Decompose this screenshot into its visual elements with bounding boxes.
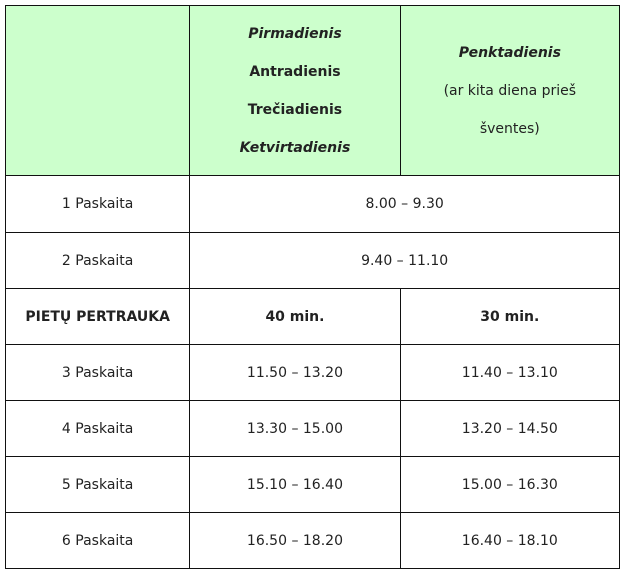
row-time-mon-thu: 40 min. bbox=[190, 289, 400, 345]
row-label: PIETŲ PERTRAUKA bbox=[6, 289, 190, 345]
table-row bbox=[6, 457, 620, 513]
row-time-mon-thu: 11.50 – 13.20 bbox=[190, 345, 400, 401]
header-friday-note-line2: šventes) bbox=[479, 120, 540, 137]
header-day-thursday: Ketvirtadienis bbox=[239, 139, 351, 156]
row-time-friday: 16.40 – 18.10 bbox=[400, 513, 619, 569]
table-row bbox=[6, 345, 620, 401]
header-day-monday: Pirmadienis bbox=[248, 25, 342, 42]
row-time-mon-thu: 16.50 – 18.20 bbox=[190, 513, 400, 569]
header-row bbox=[6, 6, 620, 176]
header-mon-thu-cell bbox=[190, 6, 400, 176]
table-row bbox=[6, 233, 620, 289]
table-row bbox=[6, 513, 620, 569]
header-day-tuesday: Antradienis bbox=[249, 63, 341, 80]
row-time-merged: 9.40 – 11.10 bbox=[190, 233, 620, 289]
header-empty-cell bbox=[6, 6, 190, 176]
row-label: 1 Paskaita bbox=[6, 176, 190, 233]
table-row bbox=[6, 176, 620, 233]
schedule-table bbox=[5, 5, 620, 569]
header-day-friday: Penktadienis bbox=[458, 44, 561, 61]
row-time-merged: 8.00 – 9.30 bbox=[190, 176, 620, 233]
table-row bbox=[6, 289, 620, 345]
row-label: 5 Paskaita bbox=[6, 457, 190, 513]
row-time-mon-thu: 13.30 – 15.00 bbox=[190, 401, 400, 457]
row-label: 4 Paskaita bbox=[6, 401, 190, 457]
row-label: 2 Paskaita bbox=[6, 233, 190, 289]
row-time-mon-thu: 15.10 – 16.40 bbox=[190, 457, 400, 513]
header-friday-cell bbox=[400, 6, 619, 176]
header-day-wednesday: Trečiadienis bbox=[247, 101, 343, 118]
row-label: 3 Paskaita bbox=[6, 345, 190, 401]
row-time-friday: 11.40 – 13.10 bbox=[400, 345, 619, 401]
table-row bbox=[6, 401, 620, 457]
row-label: 6 Paskaita bbox=[6, 513, 190, 569]
row-time-friday: 13.20 – 14.50 bbox=[400, 401, 619, 457]
row-time-friday: 15.00 – 16.30 bbox=[400, 457, 619, 513]
header-friday-note-line1: (ar kita diena prieš bbox=[443, 82, 577, 99]
row-time-friday: 30 min. bbox=[400, 289, 619, 345]
